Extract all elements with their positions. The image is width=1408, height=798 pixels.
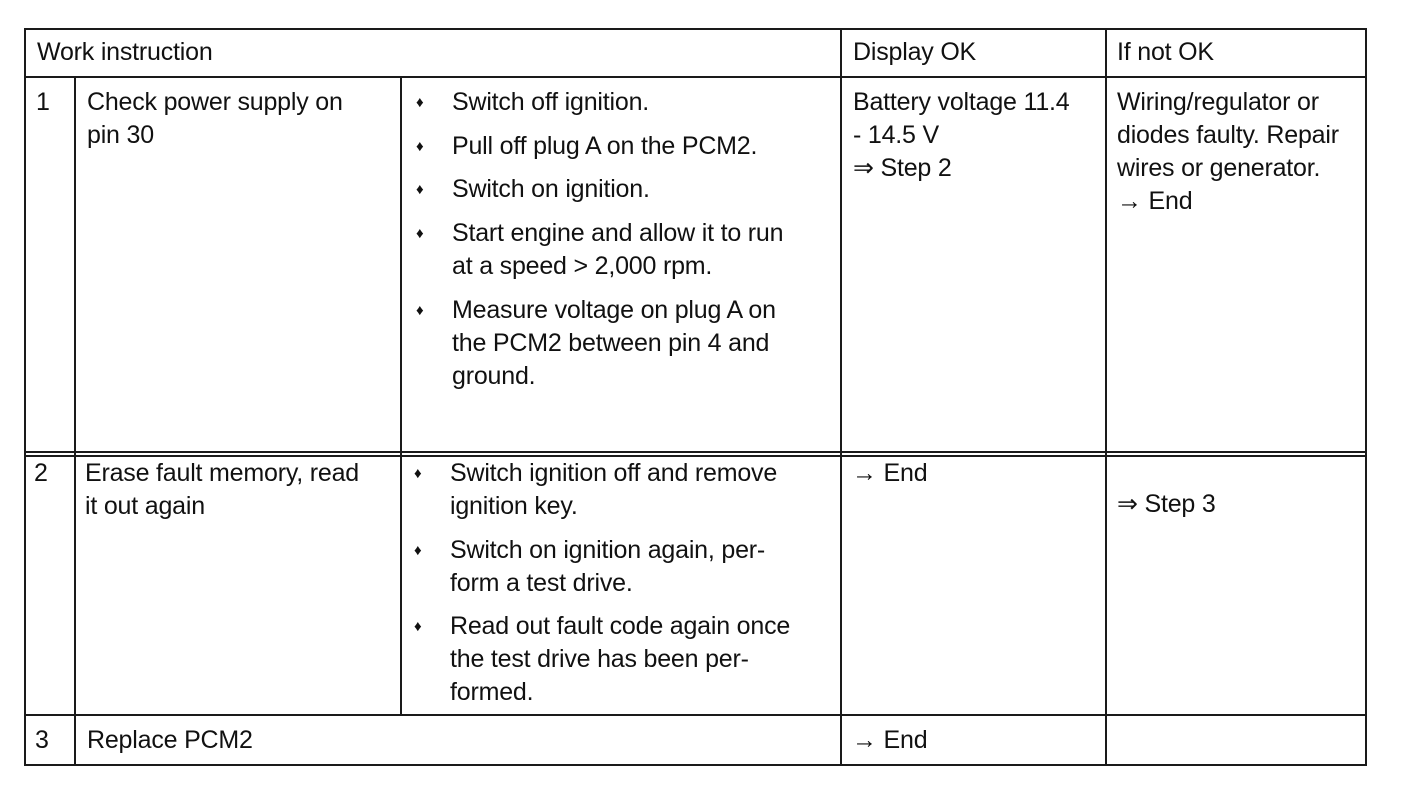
row2-task-line1: Erase fault memory, read bbox=[85, 459, 360, 487]
header-work-instruction: Work instruction bbox=[37, 38, 213, 66]
task-col-divider bbox=[400, 76, 402, 716]
num-col-divider bbox=[74, 76, 76, 766]
row1-step1: Switch off ignition. bbox=[452, 88, 650, 116]
row2-step3-line1: Read out fault code again once bbox=[450, 612, 791, 640]
bullet-icon: ♦ bbox=[414, 618, 422, 635]
row1-if-not-ok-line2: diodes faulty. Repair bbox=[1117, 121, 1339, 149]
row1-display-ok-line1: Battery voltage 11.4 bbox=[853, 88, 1070, 116]
row2-if-not-ok: ⇒ Step 3 bbox=[1117, 490, 1216, 518]
row1-task-line1: Check power supply on bbox=[87, 88, 343, 116]
header-divider bbox=[24, 76, 1367, 78]
row2-step1-line1: Switch ignition off and remove bbox=[450, 459, 778, 487]
table-border-right bbox=[1365, 28, 1367, 766]
row2-step2-line2: form a test drive. bbox=[450, 569, 633, 597]
header-if-not-ok: If not OK bbox=[1117, 38, 1214, 66]
row1-step3: Switch on ignition. bbox=[452, 175, 650, 203]
row1-task-line2: pin 30 bbox=[87, 121, 154, 149]
row3-number: 3 bbox=[35, 726, 49, 754]
row1-step2: Pull off plug A on the PCM2. bbox=[452, 132, 758, 160]
table-border-bottom bbox=[24, 764, 1367, 766]
row1-step4-line2: at a speed > 2,000 rpm. bbox=[452, 252, 713, 280]
notok-col-divider bbox=[1105, 28, 1107, 766]
row1-step5-line1: Measure voltage on plug A on bbox=[452, 296, 776, 324]
row1-display-ok-line3: ⇒ Step 2 bbox=[853, 154, 952, 182]
row1-display-ok-line2: - 14.5 V bbox=[853, 121, 939, 149]
row1-if-not-ok-line3: wires or generator. bbox=[1117, 154, 1321, 182]
row2-step1-line2: ignition key. bbox=[450, 492, 578, 520]
row2-task-line2: it out again bbox=[85, 492, 205, 520]
table-border-top bbox=[24, 28, 1367, 30]
row2-number: 2 bbox=[34, 459, 48, 487]
display-col-divider bbox=[840, 28, 842, 766]
row3-task: Replace PCM2 bbox=[87, 726, 253, 754]
row1-number: 1 bbox=[36, 88, 50, 116]
row1-step4-line1: Start engine and allow it to run bbox=[452, 219, 784, 247]
bullet-icon: ♦ bbox=[414, 465, 422, 482]
row1-divider-a bbox=[24, 451, 1367, 453]
bullet-icon: ♦ bbox=[416, 94, 424, 111]
row1-if-not-ok-line4: → End bbox=[1117, 187, 1193, 215]
bullet-icon: ♦ bbox=[414, 542, 422, 559]
row2-step3-line3: formed. bbox=[450, 678, 534, 706]
bullet-icon: ♦ bbox=[416, 302, 424, 319]
row2-divider bbox=[24, 714, 1367, 716]
bullet-icon: ♦ bbox=[416, 225, 424, 242]
table-border-left bbox=[24, 28, 26, 766]
header-display-ok: Display OK bbox=[853, 38, 977, 66]
row1-step5-line2: the PCM2 between pin 4 and bbox=[452, 329, 770, 357]
row3-display-ok: → End bbox=[852, 726, 928, 754]
row2-step2-line1: Switch on ignition again, per- bbox=[450, 536, 766, 564]
bullet-icon: ♦ bbox=[416, 138, 424, 155]
bullet-icon: ♦ bbox=[416, 181, 424, 198]
row1-if-not-ok-line1: Wiring/regulator or bbox=[1117, 88, 1319, 116]
row2-display-ok: → End bbox=[852, 459, 928, 487]
row1-step5-line3: ground. bbox=[452, 362, 536, 390]
row2-step3-line2: the test drive has been per- bbox=[450, 645, 749, 673]
